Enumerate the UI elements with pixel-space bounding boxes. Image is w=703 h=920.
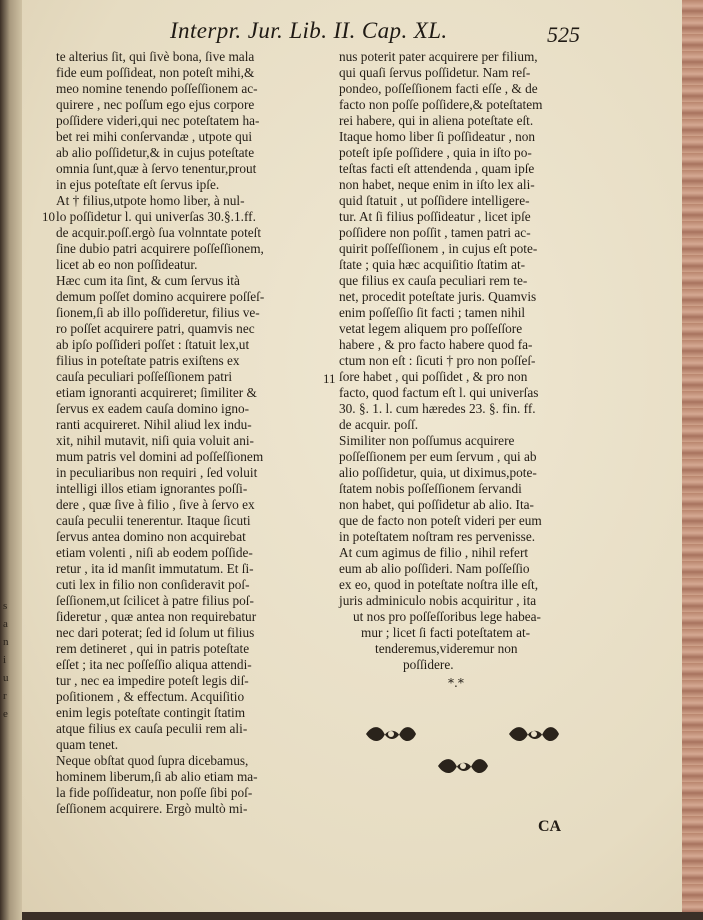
text-line: eſſet ; ita nec poſſeſſio aliqua attendi- — [56, 657, 252, 672]
text-line: poteſt ipſe poſſidere , quia in iſto po- — [339, 145, 532, 160]
text-line: quid ſtatuit , ut poſſidere intelligere- — [339, 193, 530, 208]
text-line: Hæc cum ita ſint, & cum ſervus ità — [56, 273, 240, 288]
text-line: habere , & pro facto habere quod fa- — [339, 337, 533, 352]
text-line: tur , nec ea impedire poteſt legis diſ- — [56, 673, 249, 688]
text-line: etiam ignoranti acquireret; ſimiliter & — [56, 385, 257, 400]
text-line: cauſa peculiari poſſeſſionem patri — [56, 369, 233, 384]
text-line: tur. At ſi filius poſſideatur , licet ipſe — [339, 209, 531, 224]
text-line: ſervus ex eadem cauſa domino igno- — [56, 401, 250, 416]
text-line: net, procedit poteſtate juris. Quamvis — [339, 289, 537, 304]
text-line: eum ab alio poſſideri. Nam poſſeſſio — [339, 561, 530, 576]
text-line: mur ; licet ſi facti poteſtatem at- — [361, 625, 531, 640]
text-line: dere , quæ ſive à filio , ſive à ſervo ex — [56, 497, 255, 512]
text-line: de acquir.poſſ.ergò ſua volnntate poteſt — [56, 225, 262, 240]
text-line: qui quaſi ſervus poſſidetur. Nam reſ- — [339, 65, 531, 80]
text-line: de acquir. poſſ. — [339, 417, 419, 432]
text-line: facto non poſſe poſſidere,& poteſtatem — [339, 97, 543, 112]
text-line: juris adminiculo nobis acquiritur , ita — [339, 593, 537, 608]
text-line: non habet, qui poſſidetur ab alio. Ita- — [339, 497, 534, 512]
text-line: ctum non eſt : ſicuti † pro non poſſeſ- — [339, 353, 536, 368]
text-line: nus poterit pater acquirere per filium, — [339, 49, 538, 64]
text-line: demum poſſet domino acquirere poſſeſ- — [56, 289, 265, 304]
text-line: quirere , nec poſſum ego ejus corpore — [56, 97, 255, 112]
text-line: ſeſſionem acquirere. Ergò multò mi- — [56, 801, 248, 816]
text-line: que filius ex cauſa peculiari rem te- — [339, 273, 528, 288]
text-line: At † filius,utpote homo liber, à nul- — [56, 193, 245, 208]
text-line: poſſidere. — [403, 657, 454, 672]
text-line: te alterius ſit, qui ſivè bona, ſive mala — [56, 49, 255, 64]
text-line: ſionem,ſi ab illo poſſideretur, filius ve- — [56, 305, 260, 320]
text-line: ſideretur , quæ antea non requirebatur — [56, 609, 257, 624]
text-line: la fide poſſideatur, non poſſe ſibi poſ- — [56, 785, 253, 800]
text-line: poſſeſſionem per eum ſervum , qui ab — [339, 449, 537, 464]
text-line: retur , ita id manſit immutatum. Et ſi- — [56, 561, 254, 576]
page-number: 525 — [547, 22, 580, 47]
edge-char: e — [3, 708, 8, 720]
text-line: bet rei mihi conſervandæ , utpote qui — [56, 129, 253, 144]
right-page-edge — [682, 0, 703, 920]
end-mark: *.* — [448, 676, 464, 690]
text-line: quam tenet. — [56, 737, 119, 752]
text-line: ſore habet , qui poſſidet , & pro non — [339, 369, 528, 384]
text-line: Itaque homo liber ſi poſſideatur , non — [339, 129, 536, 144]
edge-char: r — [3, 690, 7, 702]
text-line: ſtate ; quia hæc acquiſitio ſtatim at- — [339, 257, 526, 272]
text-line: cauſa peculii tenerentur. Itaque ſicuti — [56, 513, 251, 528]
text-line: meo nomine tenendo poſſeſſionem ac- — [56, 81, 258, 96]
fleuron-ornament-right — [505, 723, 563, 745]
edge-char: u — [3, 672, 9, 684]
text-line: mum patris vel domini ad poſſeſſionem — [56, 449, 264, 464]
text-line: ranti acquireret. Nihil aliud lex indu- — [56, 417, 252, 432]
edge-char: s — [3, 600, 8, 612]
text-line: atque filius ex cauſa peculii rem ali- — [56, 721, 248, 736]
edge-char: n — [3, 636, 9, 648]
text-line: fide eum poſſideat, non poteſt mihi,& — [56, 65, 255, 80]
text-line: 30. §. 1. l. cum hæredes 23. §. fin. ff. — [339, 401, 536, 416]
text-line: ro poſſet acquirere patri, quamvis nec — [56, 321, 255, 336]
text-line: poſſidere non poſſit , tamen patri ac- — [339, 225, 531, 240]
text-line: intelligi illos etiam ignorantes poſſi- — [56, 481, 248, 496]
text-line: filius in poteſtate patris exiſtens ex — [56, 353, 240, 368]
running-title: Interpr. Jur. Lib. II. Cap. XL. — [170, 18, 448, 43]
text-line: poſſidere videri,qui nec poteſtatem ha- — [56, 113, 260, 128]
bottom-page-edge — [22, 912, 703, 920]
text-line: in poteſtatem noſtram res pervenisse. — [339, 529, 536, 544]
text-line: ab alio poſſidetur,& in cujus poteſtate — [56, 145, 255, 160]
text-line: ſervus antea domino non acquirebat — [56, 529, 246, 544]
text-line: etiam volenti , niſi ab eodem poſſide- — [56, 545, 253, 560]
text-line: ſtatem nobis poſſeſſionem ſervandi — [339, 481, 522, 496]
margin-number-right: 11 — [323, 371, 336, 386]
text-line: ſeſſionem,ut ſcilicet à patre filius poſ- — [56, 593, 254, 608]
text-line: cuti lex in filio non conſideravit poſ- — [56, 577, 250, 592]
text-line: hominem liberum,ſi ab alio etiam ma- — [56, 769, 258, 784]
text-line: in peculiaribus non requiri , ſed voluit — [56, 465, 258, 480]
text-line: At cum agimus de filio , nihil refert — [339, 545, 529, 560]
text-line: Neque obſtat quod ſupra dicebamus, — [56, 753, 249, 768]
text-line: xit, nihil mutavit, niſi quia voluit ani- — [56, 433, 254, 448]
text-line: vetat legem aliquem pro poſſeſſore — [339, 321, 523, 336]
text-line: quirit poſſeſſionem , in cujus eſt pote- — [339, 241, 538, 256]
text-line: nec dari poterat; ſed id ſolum ut filius — [56, 625, 255, 640]
fleuron-ornament-center — [434, 755, 492, 777]
text-line: ab ipſo poſſideri poſſet : ſtatuit lex,ut — [56, 337, 250, 352]
text-line: tenderemus,videremur non — [375, 641, 518, 656]
text-line: rem detineret , qui in patris poteſtate — [56, 641, 250, 656]
text-line: enim legis poteſtate contingit ſtatim — [56, 705, 246, 720]
text-line: ut nos pro poſſeſſoribus lege habea- — [353, 609, 541, 624]
left-page-edge — [0, 0, 22, 920]
edge-char: a — [3, 618, 8, 630]
edge-char: i — [3, 654, 7, 666]
text-line: teſtas facti eſt attendenda , quam ipſe — [339, 161, 535, 176]
text-line: facto, quod factum eſt l. qui univerſas — [339, 385, 539, 400]
text-line: ex eo, quod in poteſtate noſtra ille eſt, — [339, 577, 539, 592]
text-line: pondeo, poſſeſſionem facti eſſe , & de — [339, 81, 538, 96]
text-line: alio poſſidetur, quia, ut diximus,pote- — [339, 465, 537, 480]
text-line: non habet, neque enim in iſto lex ali- — [339, 177, 535, 192]
catchword: CA — [538, 818, 562, 835]
text-line: in ejus poteſtate eſt ſervus ipſe. — [56, 177, 220, 192]
text-line: licet ab eo non poſſideatur. — [56, 257, 198, 272]
fleuron-ornament-left — [362, 723, 420, 745]
text-line: omnia ſunt,quæ à ſervo tenentur,prout — [56, 161, 257, 176]
text-line: que de facto non poteſt videri per eum — [339, 513, 542, 528]
text-line: Similiter non poſſumus acquirere — [339, 433, 515, 448]
text-line: lo poſſidetur l. qui univerſas 30.§.1.ff. — [56, 209, 256, 224]
text-line: poſitionem , & effectum. Acquiſitio — [56, 689, 245, 704]
margin-number-left: 10 — [42, 209, 55, 224]
text-line: rei habere, qui in aliena poteſtate eſt. — [339, 113, 534, 128]
text-line: ſine dubio patri acquirere poſſeſſionem, — [56, 241, 264, 256]
text-line: enim poſſeſſio ſit facti ; tamen nihil — [339, 305, 526, 320]
